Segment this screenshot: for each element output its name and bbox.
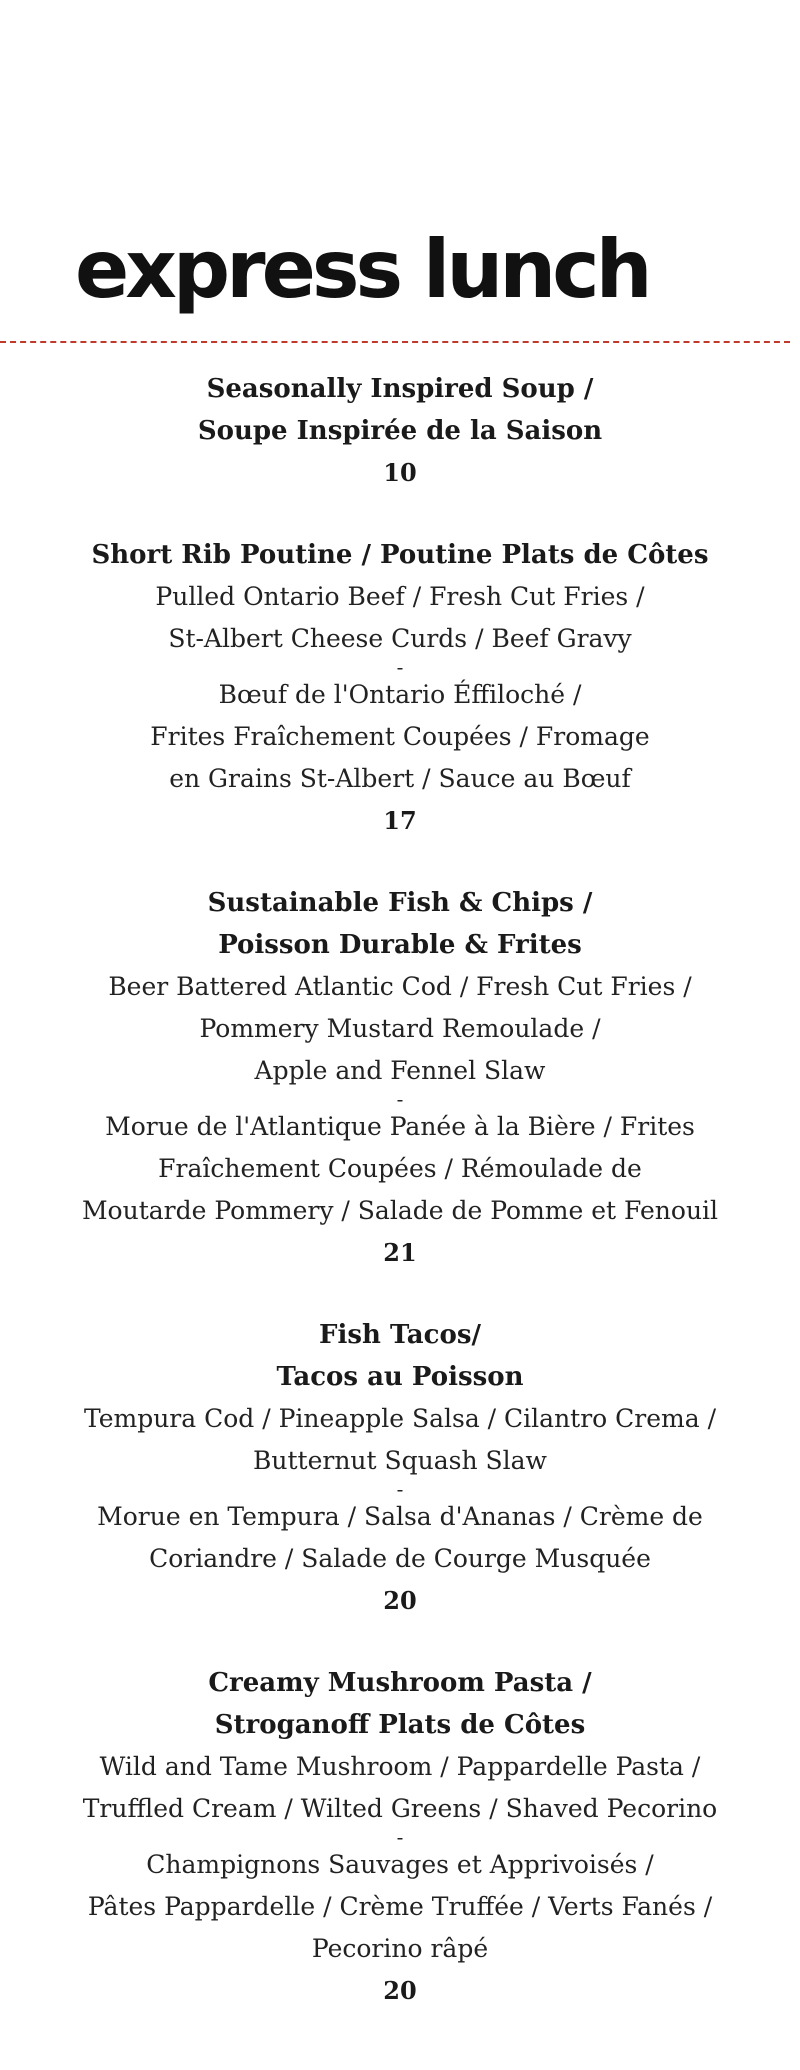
item-spacer <box>0 1274 800 1314</box>
menu-item-description-fr: Fraîchement Coupées / Rémoulade de <box>158 1154 642 1183</box>
menu-item-name: Poisson Durable & Frites <box>218 930 582 960</box>
menu-item-description-fr: Bœuf de l'Ontario Éffiloché / <box>218 680 582 709</box>
menu-item-price: 21 <box>383 1238 417 1267</box>
menu-item <box>0 1314 800 1622</box>
menu-item-description-en: Apple and Fennel Slaw <box>254 1056 546 1085</box>
menu-item-name: Soupe Inspirée de la Saison <box>197 416 603 446</box>
menu-item-description-en: Pommery Mustard Remoulade / <box>199 1014 601 1043</box>
menu-item-price: 17 <box>383 806 417 835</box>
menu-item <box>0 534 800 842</box>
menu-item-description-en: Beer Battered Atlantic Cod / Fresh Cut Fries / <box>108 972 692 1001</box>
menu-item-description-fr: Champignons Sauvages et Apprivoisés / <box>146 1850 654 1879</box>
language-separator: - <box>396 1087 404 1111</box>
menu-item-name: Sustainable Fish & Chips / <box>207 888 593 918</box>
item-spacer <box>0 494 800 534</box>
menu-item-description-fr: en Grains St-Albert / Sauce au Bœuf <box>169 764 631 793</box>
menu-item-description-fr: Morue de l'Atlantique Panée à la Bière / Frites <box>105 1112 695 1141</box>
menu-item-name: Short Rib Poutine / Poutine Plats de Côtes <box>91 540 709 570</box>
menu-item-price: 20 <box>383 1976 417 2005</box>
menu-item-description-en: St-Albert Cheese Curds / Beef Gravy <box>168 624 632 653</box>
menu-item-description-fr: Moutarde Pommery / Salade de Pomme et Fenouil <box>81 1196 719 1225</box>
menu-title: express lunch <box>75 223 649 316</box>
language-separator: - <box>396 655 404 679</box>
menu-item-name: Fish Tacos/ <box>319 1320 481 1350</box>
language-separator: - <box>396 1825 404 1849</box>
title-divider <box>0 341 790 343</box>
menu-item-description-fr: Pecorino râpé <box>311 1934 489 1963</box>
menu-item-name: Creamy Mushroom Pasta / <box>208 1668 592 1698</box>
menu-item-description-en: Wild and Tame Mushroom / Pappardelle Pasta / <box>99 1752 701 1781</box>
menu-item-name: Stroganoff Plats de Côtes <box>214 1710 586 1740</box>
language-separator: - <box>396 1477 404 1501</box>
menu-item <box>0 368 800 494</box>
menu-item-name: Seasonally Inspired Soup / <box>206 374 594 404</box>
item-spacer <box>0 1622 800 1662</box>
menu-item-description-en: Pulled Ontario Beef / Fresh Cut Fries / <box>155 582 645 611</box>
menu-item-description-en: Truffled Cream / Wilted Greens / Shaved Pecorino <box>82 1794 718 1823</box>
menu-item-description-en: Tempura Cod / Pineapple Salsa / Cilantro Crema / <box>83 1404 717 1433</box>
menu-item-price: 20 <box>383 1586 417 1615</box>
menu-item <box>0 882 800 1274</box>
menu-item-description-fr: Frites Fraîchement Coupées / Fromage <box>150 722 650 751</box>
item-spacer <box>0 842 800 882</box>
menu-item <box>0 1662 800 2012</box>
menu-item-description-en: Butternut Squash Slaw <box>253 1446 547 1475</box>
menu-item-description-fr: Morue en Tempura / Salsa d'Ananas / Crème de <box>97 1502 703 1531</box>
menu-item-description-fr: Coriandre / Salade de Courge Musquée <box>149 1544 651 1573</box>
menu-item-name: Tacos au Poisson <box>276 1362 524 1392</box>
menu-list <box>0 368 800 2012</box>
menu-item-description-fr: Pâtes Pappardelle / Crème Truffée / Verts Fanés / <box>87 1892 713 1921</box>
menu-item-price: 10 <box>383 458 417 487</box>
